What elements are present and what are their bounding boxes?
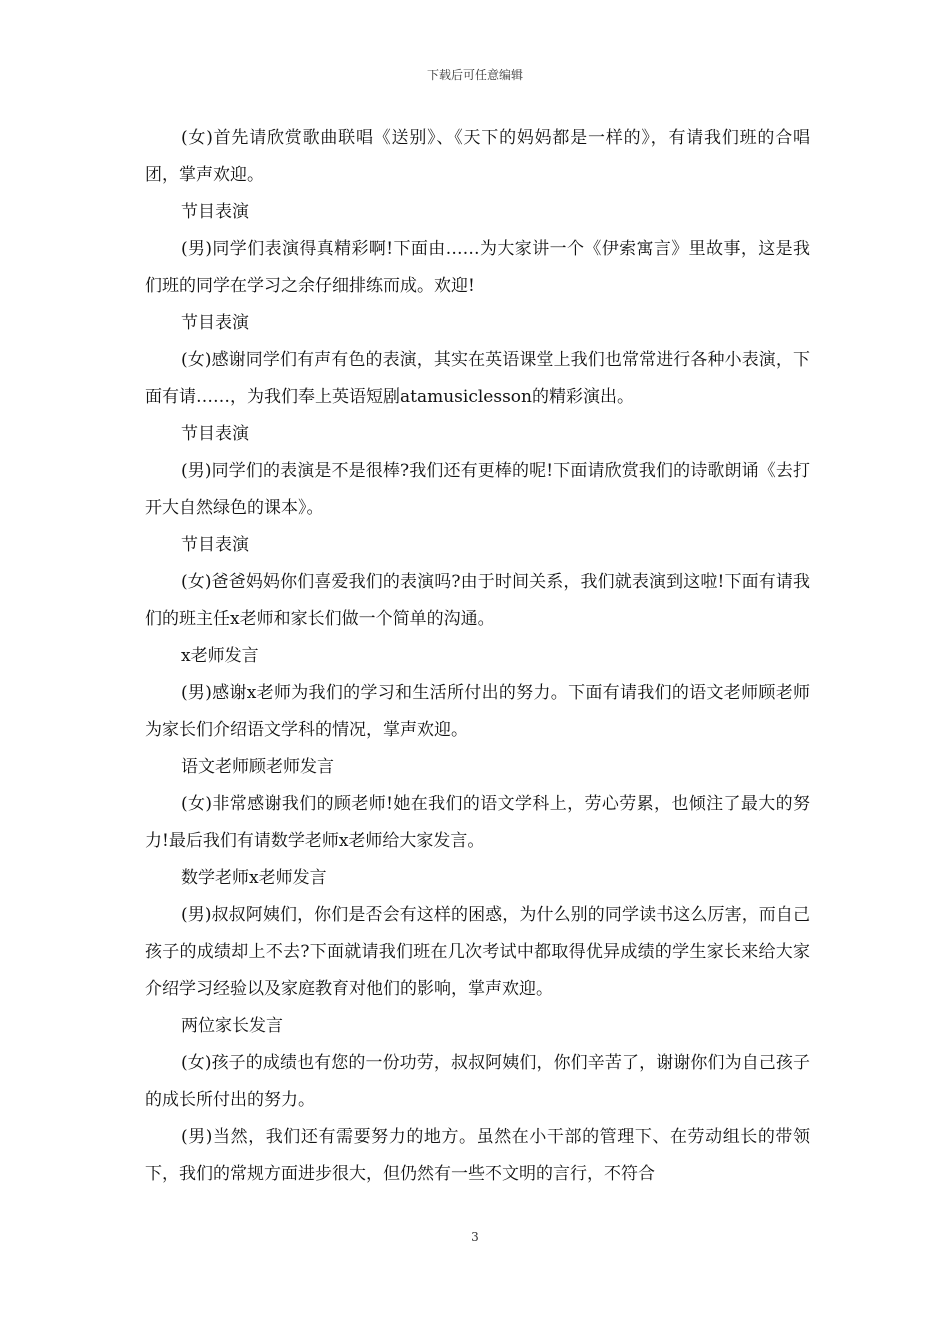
paragraph-12: 语文老师顾老师发言 [181, 757, 334, 777]
page-header-note: 下载后可任意编辑 [426, 68, 523, 82]
paragraph-6: 节目表演 [181, 424, 249, 444]
paragraph-16: 两位家长发言 [181, 1016, 283, 1036]
paragraph-9: (女)爸爸妈妈你们喜爱我们的表演吗?由于时间关系，我们就表演到这啦!下面有请我们的班主任x老师和家长们做一个简单的沟通。 [145, 572, 810, 629]
paragraph-2: 节目表演 [181, 202, 249, 222]
document-body [145, 120, 810, 1193]
paragraph-13: (女)非常感谢我们的顾老师!她在我们的语文学科上，劳心劳累，也倾注了最大的努力!最后我们有请数学老师x老师给大家发言。 [145, 794, 810, 851]
paragraph-7: (男)同学们的表演是不是很棒?我们还有更棒的呢!下面请欣赏我们的诗歌朗诵《去打开大自然绿色的课本》。 [145, 461, 810, 518]
paragraph-17: (女)孩子的成绩也有您的一份功劳，叔叔阿姨们，你们辛苦了，谢谢你们为自己孩子的成长所付出的努力。 [145, 1053, 810, 1110]
paragraph-3: (男)同学们表演得真精彩啊!下面由……为大家讲一个《伊索寓言》里故事，这是我们班的同学在学习之余仔细排练而成。欢迎! [145, 239, 810, 296]
paragraph-15: (男)叔叔阿姨们，你们是否会有这样的困惑，为什么别的同学读书这么厉害，而自己孩子的成绩却上不去?下面就请我们班在几次考试中都取得优异成绩的学生家长来给大家介绍学习经验以及家庭教育对他们的影响，掌声欢迎。 [145, 905, 810, 999]
paragraph-11: (男)感谢x老师为我们的学习和生活所付出的努力。下面有请我们的语文老师顾老师为家长们介绍语文学科的情况，掌声欢迎。 [145, 683, 810, 740]
paragraph-5: (女)感谢同学们有声有色的表演，其实在英语课堂上我们也常常进行各种小表演，下面有请……，为我们奉上英语短剧atamusiclesson的精彩演出。 [145, 350, 810, 407]
page-number: 3 [471, 1230, 479, 1244]
paragraph-18: (男)当然，我们还有需要努力的地方。虽然在小干部的管理下、在劳动组长的带领下，我们的常规方面进步很大，但仍然有一些不文明的言行，不符合 [145, 1127, 810, 1184]
paragraph-14: 数学老师x老师发言 [181, 868, 327, 888]
paragraph-10: x老师发言 [181, 646, 259, 666]
paragraph-4: 节目表演 [181, 313, 249, 333]
paragraph-1: (女)首先请欣赏歌曲联唱《送别》、《天下的妈妈都是一样的》，有请我们班的合唱团，掌声欢迎。 [145, 128, 810, 185]
paragraph-8: 节目表演 [181, 535, 249, 555]
